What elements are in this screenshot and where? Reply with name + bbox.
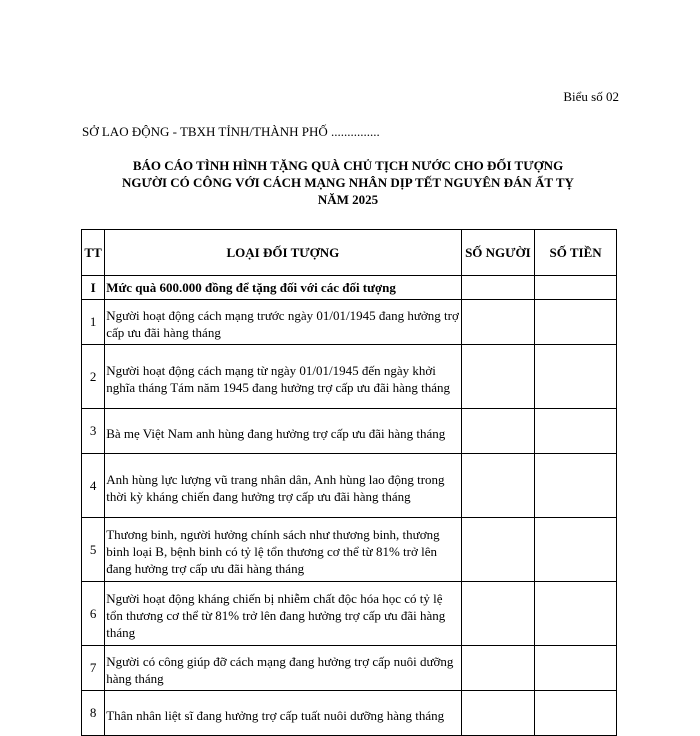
section-row bbox=[82, 276, 617, 300]
money-cell[interactable] bbox=[535, 582, 617, 646]
row-description: Thân nhân liệt sĩ đang hưởng trợ cấp tuất nuôi dưỡng hàng tháng bbox=[105, 691, 461, 736]
money-cell[interactable] bbox=[535, 409, 617, 454]
title-line-2: NGƯỜI CÓ CÔNG VỚI CÁCH MẠNG NHÂN DỊP TẾT NGUYÊN ĐÁN ẤT TỴ bbox=[122, 175, 574, 190]
row-description: Người hoạt động kháng chiến bị nhiễm chất độc hóa học có tỷ lệ tổn thương cơ thể từ 81% trở lên đang hưởng trợ cấp ưu đãi hàng tháng bbox=[105, 582, 461, 646]
header-people: SỐ NGƯỜI bbox=[461, 230, 535, 276]
table-row bbox=[82, 691, 617, 736]
money-cell[interactable] bbox=[535, 518, 617, 582]
money-cell[interactable] bbox=[535, 691, 617, 736]
row-number: 1 bbox=[82, 300, 105, 345]
table-row bbox=[82, 518, 617, 582]
title-line-1: BÁO CÁO TÌNH HÌNH TẶNG QUÀ CHỦ TỊCH NƯỚC CHO ĐỐI TƯỢNG bbox=[132, 158, 564, 173]
department-line: SỞ LAO ĐỘNG - TBXH TỈNH/THÀNH PHỐ ............... bbox=[82, 124, 380, 139]
section-label: Mức quà 600.000 đồng để tặng đối với các đối tượng bbox=[105, 276, 461, 300]
row-number: 3 bbox=[82, 409, 105, 454]
report-title bbox=[80, 157, 616, 208]
table-row bbox=[82, 345, 617, 409]
people-cell[interactable] bbox=[461, 691, 535, 736]
row-number: 2 bbox=[82, 345, 105, 409]
row-description: Thương binh, người hưởng chính sách như thương binh, thương binh loại B, bệnh binh có tỷ lệ tổn thương cơ thể từ 81% trở lên đang hưởng trợ cấp ưu đãi hàng tháng bbox=[105, 518, 461, 582]
section-money-cell[interactable] bbox=[535, 276, 617, 300]
section-number: I bbox=[82, 276, 105, 300]
row-number: 6 bbox=[82, 582, 105, 646]
row-number: 5 bbox=[82, 518, 105, 582]
row-number: 7 bbox=[82, 646, 105, 691]
row-number: 4 bbox=[82, 454, 105, 518]
table-row bbox=[82, 582, 617, 646]
money-cell[interactable] bbox=[535, 646, 617, 691]
table-row bbox=[82, 454, 617, 518]
people-cell[interactable] bbox=[461, 518, 535, 582]
row-description: Anh hùng lực lượng vũ trang nhân dân, Anh hùng lao động trong thời kỳ kháng chiến đang hưởng trợ cấp ưu đãi hàng tháng bbox=[105, 454, 461, 518]
header-tt: TT bbox=[82, 230, 105, 276]
money-cell[interactable] bbox=[535, 454, 617, 518]
row-description: Người hoạt động cách mạng trước ngày 01/01/1945 đang hưởng trợ cấp ưu đãi hàng tháng bbox=[105, 300, 461, 345]
table-row bbox=[82, 646, 617, 691]
section-people-cell[interactable] bbox=[461, 276, 535, 300]
people-cell[interactable] bbox=[461, 582, 535, 646]
row-number: 8 bbox=[82, 691, 105, 736]
header-money: SỐ TIỀN bbox=[535, 230, 617, 276]
form-number: Biểu số 02 bbox=[563, 89, 619, 104]
header-type: LOẠI ĐỐI TƯỢNG bbox=[105, 230, 461, 276]
money-cell[interactable] bbox=[535, 345, 617, 409]
row-description: Người có công giúp đỡ cách mạng đang hưởng trợ cấp nuôi dưỡng hàng tháng bbox=[105, 646, 461, 691]
people-cell[interactable] bbox=[461, 300, 535, 345]
title-line-3: NĂM 2025 bbox=[317, 192, 379, 207]
table-row bbox=[82, 300, 617, 345]
money-cell[interactable] bbox=[535, 300, 617, 345]
people-cell[interactable] bbox=[461, 409, 535, 454]
table-row bbox=[82, 409, 617, 454]
people-cell[interactable] bbox=[461, 646, 535, 691]
table-header-row bbox=[82, 230, 617, 276]
people-cell[interactable] bbox=[461, 454, 535, 518]
row-description: Người hoạt động cách mạng từ ngày 01/01/1945 đến ngày khởi nghĩa tháng Tám năm 1945 đang hưởng trợ cấp ưu đãi hàng tháng bbox=[105, 345, 461, 409]
people-cell[interactable] bbox=[461, 345, 535, 409]
row-description: Bà mẹ Việt Nam anh hùng đang hưởng trợ cấp ưu đãi hàng tháng bbox=[105, 409, 461, 454]
report-table bbox=[81, 229, 617, 736]
